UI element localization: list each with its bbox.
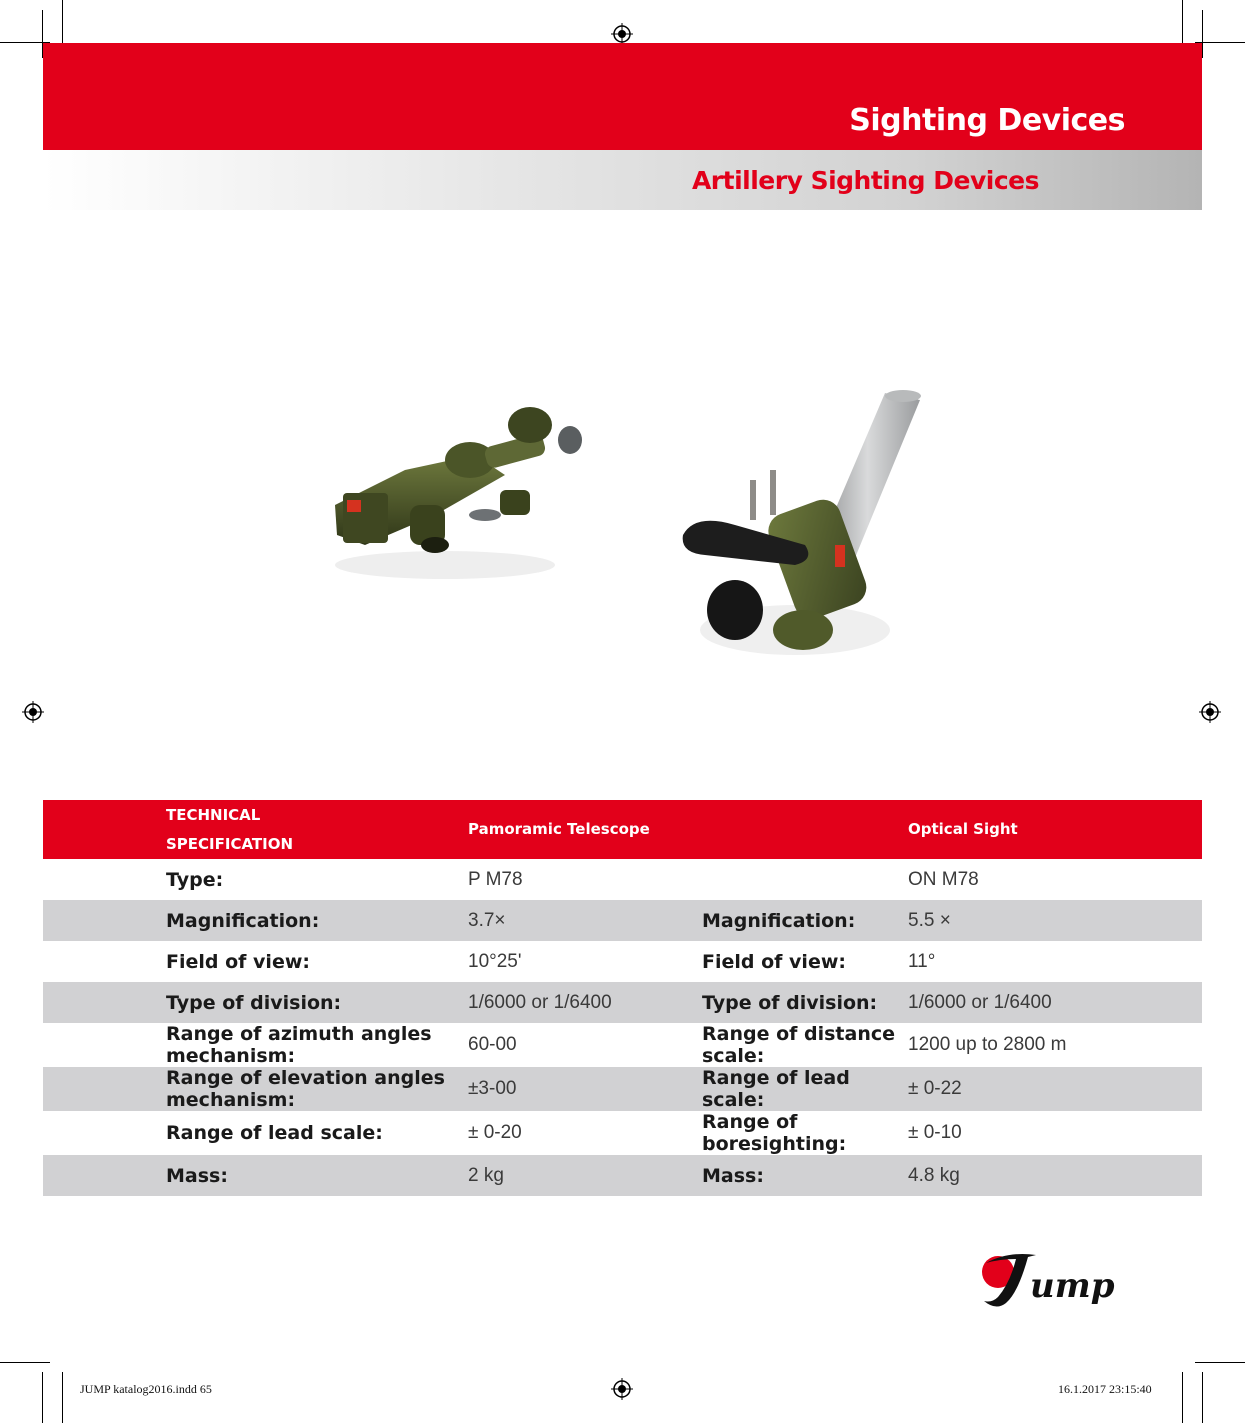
registration-mark-icon [611,23,633,45]
crop-mark [1195,1362,1245,1363]
row-value: 1/6000 or 1/6400 [908,982,1202,1023]
footer-file-slug: JUMP katalog2016.indd 65 [80,1382,212,1396]
row-label: Range of lead scale: [166,1122,383,1144]
row-value: ON M78 [908,868,979,890]
row-label: Range of distance scale: [702,1023,896,1067]
row-label: Range of lead scale: [702,1067,908,1111]
crop-mark [1182,0,1183,48]
row-label: Mass: [166,1155,468,1196]
optical-sight-image [675,385,935,665]
row-value: 2 kg [468,1155,702,1196]
technical-specification-table [43,800,1202,1196]
row-label: Type of division: [166,982,468,1023]
row-label: Range of elevation angles mechanism: [166,1067,468,1111]
table-row [43,1155,1202,1196]
table-row [43,941,1202,982]
column-header-spec: TECHNICAL SPECIFICATION [166,800,468,859]
crop-mark [1202,10,1203,58]
footer-datetime: 16.1.2017 23:15:40 [1058,1382,1152,1396]
row-label: Range of azimuth angles mechanism: [166,1023,432,1067]
row-value: ± 0-10 [908,1122,962,1143]
table-row [43,1111,1202,1155]
row-label: Type: [166,868,224,891]
column-header-optical: Optical Sight [908,800,1202,859]
row-label [702,859,908,900]
jump-logo [978,1245,1118,1315]
table-row [43,900,1202,941]
svg-text:ump: ump [1030,1266,1115,1306]
subheader-band [43,150,1202,210]
crop-mark [62,1372,63,1423]
column-header-blank [702,800,908,859]
crop-mark [62,0,63,48]
row-value: ±3-00 [468,1067,702,1111]
crop-mark [0,1362,50,1363]
row-value: 10°25' [468,950,522,972]
row-label: Field of view: [166,950,310,973]
panoramic-telescope-image [325,395,590,585]
crop-mark [42,1372,43,1423]
page-subtitle: Artillery Sighting Devices [691,166,1039,195]
registration-mark-icon [1199,701,1221,723]
crop-mark [1202,1372,1203,1423]
row-label: Range of boresighting: [702,1111,847,1155]
row-value: ± 0-20 [468,1122,522,1143]
row-value: 3.7× [468,900,702,941]
header-band [43,43,1202,150]
column-header-panoramic: Pamoramic Telescope [468,800,702,859]
crop-mark [1182,1372,1183,1423]
row-value: 5.5 × [908,900,1202,941]
table-row [43,1023,1202,1067]
page-title: Sighting Devices [849,103,1125,138]
row-value: 4.8 kg [908,1155,1202,1196]
table-row [43,1067,1202,1111]
registration-mark-icon [611,1378,633,1400]
row-label: Type of division: [702,982,908,1023]
row-value: ± 0-22 [908,1067,1202,1111]
row-label: Magnification: [702,900,908,941]
table-row [43,982,1202,1023]
row-value: 1200 up to 2800 m [908,1034,1067,1055]
row-label: Magnification: [166,900,468,941]
registration-mark-icon [22,701,44,723]
row-value: 11° [908,950,936,972]
row-value: P M78 [468,868,523,890]
row-value: 1/6000 or 1/6400 [468,982,702,1023]
table-row [43,859,1202,900]
row-value: 60-00 [468,1034,517,1055]
row-label: Field of view: [702,950,846,973]
table-header-row [43,800,1202,859]
row-label: Mass: [702,1155,908,1196]
